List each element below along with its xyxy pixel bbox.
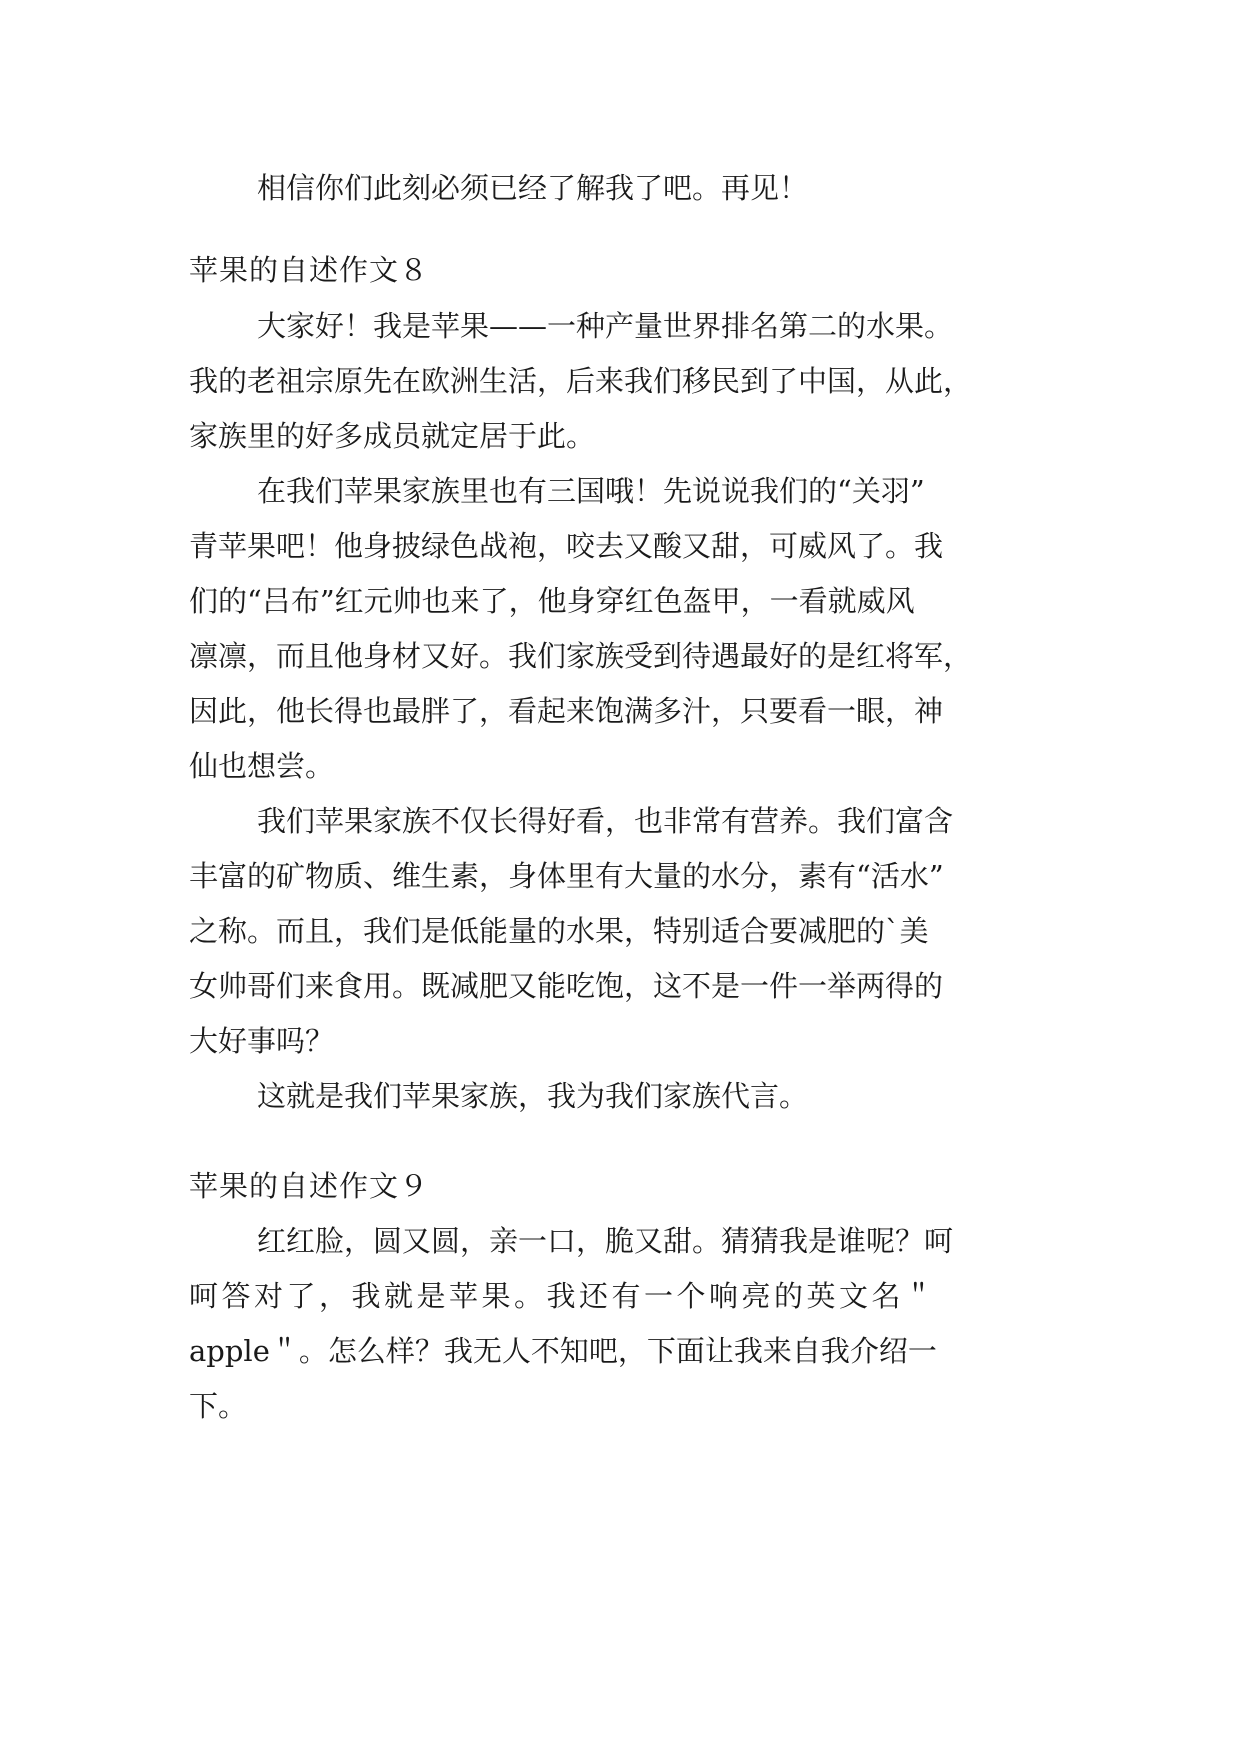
paragraph-line: 之称。而且，我们是低能量的水果，特别适合要减肥的`美 <box>189 914 929 948</box>
paragraph-line: 女帅哥们来食用。既减肥又能吃饱，这不是一件一举两得的 <box>189 969 944 1003</box>
paragraph-line: 家族里的好多成员就定居于此。 <box>189 419 596 453</box>
paragraph-line: 这就是我们苹果家族，我为我们家族代言。 <box>257 1079 809 1113</box>
paragraph-line: 们的“吕布”红元帅也来了，他身穿红色盔甲，一看就威风 <box>189 584 915 618</box>
paragraph-line: 凛凛，而且他身材又好。我们家族受到待遇最好的是红将军， <box>189 639 973 673</box>
paragraph-line: 红红脸，圆又圆，亲一口，脆又甜。猜猜我是谁呢？呵 <box>257 1224 954 1258</box>
paragraph-line: 大家好！我是苹果——一种产量世界排名第二的水果。 <box>257 309 954 343</box>
paragraph-line: 我们苹果家族不仅长得好看，也非常有营养。我们富含 <box>257 804 954 838</box>
paragraph-line: 相信你们此刻必须已经了解我了吧。再见！ <box>257 171 809 205</box>
paragraph-line: 丰富的矿物质、维生素，身体里有大量的水分，素有“活水” <box>189 859 944 893</box>
paragraph-line: 在我们苹果家族里也有三国哦！先说说我们的“关羽” <box>257 474 925 508</box>
paragraph-line: 大好事吗？ <box>189 1024 335 1058</box>
paragraph-line: 呵答对了，我就是苹果。我还有一个响亮的英文名＂ <box>189 1279 937 1313</box>
section-heading: 苹果的自述作文９ <box>189 1169 430 1203</box>
paragraph-line: 下。 <box>189 1389 248 1423</box>
paragraph-line: 因此，他长得也最胖了，看起来饱满多汁，只要看一眼，神 <box>189 694 944 728</box>
paragraph-line: 青苹果吧！他身披绿色战袍，咬去又酸又甜，可威风了。我 <box>189 529 944 563</box>
paragraph-line: 仙也想尝。 <box>189 749 335 783</box>
section-heading: 苹果的自述作文８ <box>189 253 430 287</box>
paragraph-line: 我的老祖宗原先在欧洲生活，后来我们移民到了中国，从此， <box>189 364 973 398</box>
paragraph-line: apple＂。怎么样？我无人不知吧，下面让我来自我介绍一 <box>189 1334 937 1368</box>
